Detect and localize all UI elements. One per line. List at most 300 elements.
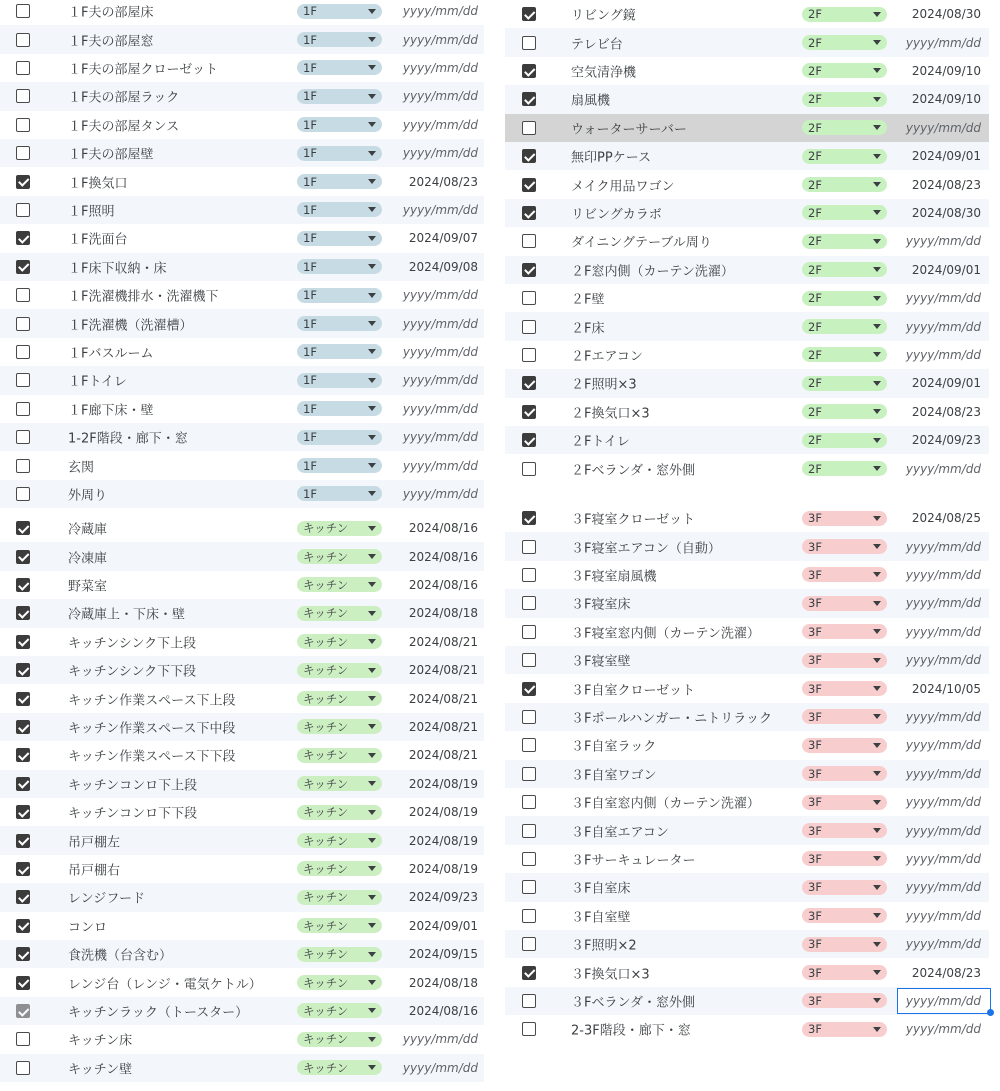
- category-dropdown[interactable]: [802, 291, 887, 306]
- category-dropdown[interactable]: [297, 259, 382, 274]
- date-input[interactable]: 2024/09/07: [408, 231, 478, 246]
- row-checkbox[interactable]: [16, 231, 30, 245]
- date-input[interactable]: yyyy/mm/dd: [402, 316, 478, 331]
- date-input[interactable]: 2024/08/19: [408, 833, 478, 848]
- date-input[interactable]: yyyy/mm/dd: [402, 32, 478, 47]
- date-input[interactable]: 2024/08/23: [408, 174, 478, 189]
- row-checkbox[interactable]: [16, 203, 30, 217]
- category-dropdown[interactable]: [297, 947, 382, 962]
- chevron-down-icon: [368, 639, 376, 644]
- chevron-down-icon: [873, 629, 881, 634]
- item-name: ３Fポールハンガー・ニトリラック: [571, 711, 773, 727]
- date-input[interactable]: yyyy/mm/dd: [905, 120, 981, 135]
- row-checkbox[interactable]: [522, 121, 536, 135]
- category-dropdown[interactable]: [802, 567, 887, 582]
- date-input[interactable]: yyyy/mm/dd: [905, 738, 981, 753]
- table-row: [0, 281, 484, 309]
- date-input[interactable]: yyyy/mm/dd: [402, 1060, 478, 1075]
- date-input[interactable]: 2024/08/21: [408, 663, 478, 678]
- table-row: [0, 571, 484, 599]
- date-input[interactable]: 2024/08/30: [911, 205, 981, 220]
- category-dropdown[interactable]: [297, 691, 382, 706]
- item-name: 2-3F階段・廊下・窓: [571, 1023, 691, 1039]
- date-input[interactable]: yyyy/mm/dd: [402, 4, 478, 19]
- table-row: [0, 514, 484, 542]
- date-input[interactable]: 2024/08/16: [408, 549, 478, 564]
- date-input[interactable]: 2024/09/10: [911, 92, 981, 107]
- date-input[interactable]: yyyy/mm/dd: [905, 993, 981, 1008]
- row-checkbox[interactable]: [16, 862, 30, 876]
- row-checkbox[interactable]: [16, 317, 30, 331]
- row-checkbox[interactable]: [522, 994, 536, 1008]
- date-input[interactable]: yyyy/mm/dd: [402, 146, 478, 161]
- chevron-down-icon: [873, 125, 881, 130]
- row-checkbox[interactable]: [522, 234, 536, 248]
- row-checkbox[interactable]: [16, 720, 30, 734]
- category-dropdown[interactable]: [297, 1060, 382, 1075]
- category-dropdown[interactable]: [297, 521, 382, 536]
- category-dropdown[interactable]: [297, 202, 382, 217]
- date-input[interactable]: 2024/08/21: [408, 719, 478, 734]
- category-label: 1F: [303, 401, 317, 416]
- row-checkbox[interactable]: [16, 692, 30, 706]
- date-input[interactable]: 2024/08/16: [408, 577, 478, 592]
- table-row: [0, 54, 484, 82]
- left-kitchen-section: [0, 514, 484, 1082]
- category-dropdown[interactable]: [297, 1003, 382, 1018]
- category-dropdown[interactable]: [297, 719, 382, 734]
- table-row: [0, 968, 484, 996]
- category-dropdown[interactable]: [802, 596, 887, 611]
- date-input[interactable]: yyyy/mm/dd: [905, 347, 981, 362]
- date-input[interactable]: 2024/09/23: [911, 433, 981, 448]
- row-checkbox[interactable]: [522, 348, 536, 362]
- date-input[interactable]: yyyy/mm/dd: [905, 766, 981, 781]
- category-label: 1F: [303, 32, 317, 47]
- date-input[interactable]: yyyy/mm/dd: [402, 373, 478, 388]
- date-input[interactable]: yyyy/mm/dd: [402, 486, 478, 501]
- date-input[interactable]: yyyy/mm/dd: [402, 458, 478, 473]
- date-input[interactable]: 2024/08/23: [911, 404, 981, 419]
- row-checkbox[interactable]: [522, 36, 536, 50]
- date-input[interactable]: yyyy/mm/dd: [402, 89, 478, 104]
- category-dropdown[interactable]: [297, 288, 382, 303]
- date-input[interactable]: 2024/08/23: [911, 177, 981, 192]
- category-dropdown[interactable]: [297, 748, 382, 763]
- category-dropdown[interactable]: [297, 60, 382, 75]
- date-input[interactable]: yyyy/mm/dd: [905, 461, 981, 476]
- category-dropdown[interactable]: [802, 993, 887, 1008]
- row-checkbox[interactable]: [522, 1022, 536, 1036]
- row-checkbox[interactable]: [16, 288, 30, 302]
- table-row: [0, 855, 484, 883]
- item-name: キッチン床: [68, 1033, 133, 1049]
- date-input[interactable]: yyyy/mm/dd: [905, 880, 981, 895]
- category-dropdown[interactable]: [802, 347, 887, 362]
- row-checkbox[interactable]: [16, 663, 30, 677]
- date-input[interactable]: 2024/09/01: [911, 262, 981, 277]
- date-input[interactable]: yyyy/mm/dd: [402, 288, 478, 303]
- table-row: [0, 25, 484, 53]
- category-dropdown[interactable]: [802, 149, 887, 164]
- category-dropdown[interactable]: [297, 918, 382, 933]
- category-dropdown[interactable]: [802, 262, 887, 277]
- row-checkbox[interactable]: [522, 92, 536, 106]
- row-checkbox[interactable]: [16, 919, 30, 933]
- category-label: 2F: [808, 347, 822, 362]
- row-checkbox[interactable]: [522, 206, 536, 220]
- category-dropdown[interactable]: [802, 319, 887, 334]
- row-checkbox[interactable]: [16, 521, 30, 535]
- category-dropdown[interactable]: [297, 4, 382, 19]
- row-checkbox[interactable]: [16, 748, 30, 762]
- date-input[interactable]: 2024/09/01: [911, 376, 981, 391]
- date-input[interactable]: yyyy/mm/dd: [905, 653, 981, 668]
- category-dropdown[interactable]: [802, 937, 887, 952]
- date-input[interactable]: 2024/09/10: [911, 63, 981, 78]
- row-checkbox[interactable]: [522, 320, 536, 334]
- category-dropdown[interactable]: [297, 634, 382, 649]
- item-name: コンロ: [68, 920, 108, 936]
- date-input[interactable]: 2024/09/15: [408, 947, 478, 962]
- row-checkbox[interactable]: [522, 738, 536, 752]
- category-dropdown[interactable]: [802, 1022, 887, 1037]
- chevron-down-icon: [873, 658, 881, 663]
- category-dropdown[interactable]: [802, 92, 887, 107]
- date-input[interactable]: yyyy/mm/dd: [905, 795, 981, 810]
- date-input[interactable]: 2024/08/19: [408, 776, 478, 791]
- row-checkbox[interactable]: [522, 568, 536, 582]
- row-checkbox[interactable]: [522, 462, 536, 476]
- category-dropdown[interactable]: [297, 89, 382, 104]
- category-label: 2F: [808, 376, 822, 391]
- chevron-down-icon: [873, 68, 881, 73]
- row-checkbox[interactable]: [522, 291, 536, 305]
- category-dropdown[interactable]: [802, 205, 887, 220]
- item-name: ウォーターサーバー: [571, 122, 687, 138]
- category-dropdown[interactable]: [802, 908, 887, 923]
- date-input[interactable]: 2024/08/18: [408, 975, 478, 990]
- chevron-down-icon: [873, 686, 881, 691]
- chevron-down-icon: [873, 544, 881, 549]
- category-dropdown[interactable]: [802, 376, 887, 391]
- row-checkbox[interactable]: [522, 880, 536, 894]
- category-label: 3F: [808, 823, 822, 838]
- category-dropdown[interactable]: [802, 653, 887, 668]
- date-input[interactable]: 2024/09/01: [408, 918, 478, 933]
- category-dropdown[interactable]: [802, 795, 887, 810]
- category-label: 1F: [303, 458, 317, 473]
- table-row: [0, 542, 484, 570]
- category-dropdown[interactable]: [297, 833, 382, 848]
- category-label: 3F: [808, 681, 822, 696]
- row-checkbox[interactable]: [16, 805, 30, 819]
- date-input[interactable]: 2024/08/16: [408, 1003, 478, 1018]
- category-dropdown[interactable]: [297, 401, 382, 416]
- date-input[interactable]: 2024/09/08: [408, 259, 478, 274]
- category-dropdown[interactable]: [297, 430, 382, 445]
- row-checkbox[interactable]: [16, 260, 30, 274]
- row-checkbox[interactable]: [522, 767, 536, 781]
- row-checkbox[interactable]: [522, 511, 536, 525]
- row-checkbox[interactable]: [16, 430, 30, 444]
- chevron-down-icon: [873, 942, 881, 947]
- row-checkbox[interactable]: [16, 61, 30, 75]
- row-checkbox[interactable]: [522, 852, 536, 866]
- category-dropdown[interactable]: [802, 120, 887, 135]
- category-dropdown[interactable]: [297, 32, 382, 47]
- date-input[interactable]: yyyy/mm/dd: [905, 709, 981, 724]
- table-row: [505, 341, 989, 369]
- row-checkbox[interactable]: [16, 578, 30, 592]
- row-checkbox[interactable]: [522, 376, 536, 390]
- date-input[interactable]: 2024/08/19: [408, 861, 478, 876]
- date-input[interactable]: yyyy/mm/dd: [905, 937, 981, 952]
- chevron-down-icon: [368, 980, 376, 985]
- item-name: 食洗機（台含む）: [68, 948, 173, 964]
- category-dropdown[interactable]: [802, 63, 887, 78]
- category-dropdown[interactable]: [297, 117, 382, 132]
- date-input[interactable]: yyyy/mm/dd: [905, 624, 981, 639]
- row-checkbox[interactable]: [522, 625, 536, 639]
- category-dropdown[interactable]: [297, 776, 382, 791]
- category-dropdown[interactable]: [297, 1032, 382, 1047]
- item-name: １F夫の部屋ラック: [68, 90, 180, 106]
- row-checkbox[interactable]: [16, 890, 30, 904]
- chevron-down-icon: [368, 293, 376, 298]
- item-name: ３F寝室クローゼット: [571, 512, 695, 528]
- category-dropdown[interactable]: [297, 975, 382, 990]
- row-checkbox[interactable]: [522, 795, 536, 809]
- category-dropdown[interactable]: [802, 823, 887, 838]
- date-input[interactable]: 2024/08/23: [911, 965, 981, 980]
- category-dropdown[interactable]: [802, 624, 887, 639]
- date-input[interactable]: 2024/08/21: [408, 748, 478, 763]
- category-dropdown[interactable]: [297, 231, 382, 246]
- date-input[interactable]: 2024/09/23: [408, 890, 478, 905]
- row-checkbox[interactable]: [522, 178, 536, 192]
- category-dropdown[interactable]: [297, 373, 382, 388]
- category-dropdown[interactable]: [297, 146, 382, 161]
- category-label: 3F: [808, 908, 822, 923]
- row-checkbox[interactable]: [522, 596, 536, 610]
- category-dropdown[interactable]: [802, 234, 887, 249]
- row-checkbox[interactable]: [16, 373, 30, 387]
- category-dropdown[interactable]: [802, 709, 887, 724]
- date-input[interactable]: 2024/08/21: [408, 691, 478, 706]
- date-input[interactable]: yyyy/mm/dd: [905, 291, 981, 306]
- chevron-down-icon: [368, 923, 376, 928]
- chevron-down-icon: [873, 409, 881, 414]
- category-label: 2F: [808, 92, 822, 107]
- table-row: [505, 369, 989, 397]
- category-dropdown[interactable]: [297, 606, 382, 621]
- category-dropdown[interactable]: [802, 7, 887, 22]
- row-checkbox[interactable]: [16, 118, 30, 132]
- table-row: [0, 139, 484, 167]
- category-label: 2F: [808, 234, 822, 249]
- table-row: [505, 646, 989, 674]
- category-dropdown[interactable]: [802, 177, 887, 192]
- category-dropdown[interactable]: [802, 35, 887, 50]
- category-label: 1F: [303, 202, 317, 217]
- category-dropdown[interactable]: [297, 174, 382, 189]
- row-checkbox[interactable]: [522, 710, 536, 724]
- item-name: ２F窓内側（カーテン洗濯）: [571, 264, 734, 280]
- table-row: [0, 940, 484, 968]
- row-checkbox[interactable]: [16, 1032, 30, 1046]
- row-checkbox[interactable]: [522, 149, 536, 163]
- date-input[interactable]: yyyy/mm/dd: [905, 596, 981, 611]
- date-input[interactable]: yyyy/mm/dd: [402, 117, 478, 132]
- date-input[interactable]: yyyy/mm/dd: [905, 35, 981, 50]
- row-checkbox[interactable]: [16, 33, 30, 47]
- table-row: [505, 987, 989, 1015]
- row-checkbox[interactable]: [16, 777, 30, 791]
- chevron-down-icon: [368, 895, 376, 900]
- row-checkbox[interactable]: [16, 635, 30, 649]
- item-name: レンジ台（レンジ・電気ケトル）: [68, 977, 262, 993]
- date-input[interactable]: yyyy/mm/dd: [905, 823, 981, 838]
- table-row: [0, 196, 484, 224]
- table-row: [0, 338, 484, 366]
- date-input[interactable]: yyyy/mm/dd: [402, 202, 478, 217]
- date-input[interactable]: yyyy/mm/dd: [402, 60, 478, 75]
- item-name: １F夫の部屋タンス: [68, 119, 180, 135]
- row-checkbox[interactable]: [522, 540, 536, 554]
- category-dropdown[interactable]: [802, 539, 887, 554]
- category-label: 1F: [303, 344, 317, 359]
- table-row: [0, 451, 484, 479]
- item-name: 無印PPケース: [571, 150, 652, 166]
- category-dropdown[interactable]: [297, 549, 382, 564]
- date-input[interactable]: yyyy/mm/dd: [905, 908, 981, 923]
- row-checkbox[interactable]: [16, 4, 30, 18]
- item-name: 外周り: [68, 488, 108, 504]
- row-checkbox[interactable]: [522, 433, 536, 447]
- chevron-down-icon: [368, 378, 376, 383]
- date-input[interactable]: yyyy/mm/dd: [905, 539, 981, 554]
- row-checkbox[interactable]: [16, 976, 30, 990]
- category-dropdown[interactable]: [297, 805, 382, 820]
- category-dropdown[interactable]: [802, 965, 887, 980]
- item-name: ３Fサーキュレーター: [571, 853, 696, 869]
- category-dropdown[interactable]: [802, 880, 887, 895]
- category-dropdown[interactable]: [802, 681, 887, 696]
- category-label: キッチン: [303, 947, 349, 962]
- category-dropdown[interactable]: [802, 433, 887, 448]
- table-row: [505, 1015, 989, 1043]
- date-input[interactable]: yyyy/mm/dd: [402, 401, 478, 416]
- item-name: キッチンシンク下下段: [68, 664, 197, 680]
- category-dropdown[interactable]: [297, 458, 382, 473]
- row-checkbox[interactable]: [522, 682, 536, 696]
- date-input[interactable]: 2024/08/18: [408, 606, 478, 621]
- item-name: ２Fエアコン: [571, 349, 643, 365]
- item-name: 吊戸棚右: [68, 863, 121, 879]
- table-row: [505, 731, 989, 759]
- category-dropdown[interactable]: [802, 461, 887, 476]
- category-dropdown[interactable]: [802, 851, 887, 866]
- row-checkbox[interactable]: [16, 146, 30, 160]
- category-dropdown[interactable]: [802, 404, 887, 419]
- row-checkbox[interactable]: [16, 402, 30, 416]
- item-name: リビングカラボ: [571, 207, 662, 223]
- chevron-down-icon: [873, 182, 881, 187]
- chevron-down-icon: [873, 885, 881, 890]
- date-input[interactable]: 2024/09/01: [911, 149, 981, 164]
- chevron-down-icon: [368, 1065, 376, 1070]
- date-input[interactable]: yyyy/mm/dd: [402, 344, 478, 359]
- date-input[interactable]: yyyy/mm/dd: [905, 567, 981, 582]
- row-checkbox[interactable]: [522, 405, 536, 419]
- category-dropdown[interactable]: [297, 663, 382, 678]
- item-name: ３F自室クローゼット: [571, 683, 695, 699]
- category-dropdown[interactable]: [802, 766, 887, 781]
- row-checkbox[interactable]: [522, 64, 536, 78]
- chevron-down-icon: [368, 866, 376, 871]
- row-checkbox[interactable]: [522, 909, 536, 923]
- row-checkbox[interactable]: [16, 345, 30, 359]
- date-input[interactable]: yyyy/mm/dd: [402, 1032, 478, 1047]
- chevron-down-icon: [873, 856, 881, 861]
- category-dropdown[interactable]: [802, 511, 887, 526]
- row-checkbox[interactable]: [16, 459, 30, 473]
- date-input[interactable]: 2024/10/05: [911, 681, 981, 696]
- category-label: 1F: [303, 373, 317, 388]
- row-checkbox[interactable]: [16, 834, 30, 848]
- date-input[interactable]: 2024/08/16: [408, 521, 478, 536]
- date-input[interactable]: yyyy/mm/dd: [905, 319, 981, 334]
- category-dropdown[interactable]: [297, 861, 382, 876]
- row-checkbox[interactable]: [522, 937, 536, 951]
- date-input[interactable]: 2024/08/19: [408, 805, 478, 820]
- date-input[interactable]: yyyy/mm/dd: [905, 1022, 981, 1037]
- category-label: 1F: [303, 89, 317, 104]
- row-checkbox[interactable]: [16, 89, 30, 103]
- category-dropdown[interactable]: [297, 316, 382, 331]
- row-checkbox[interactable]: [522, 7, 536, 21]
- row-checkbox[interactable]: [522, 824, 536, 838]
- category-dropdown[interactable]: [297, 890, 382, 905]
- row-checkbox[interactable]: [16, 1004, 30, 1018]
- row-checkbox[interactable]: [522, 263, 536, 277]
- category-dropdown[interactable]: [297, 344, 382, 359]
- date-input[interactable]: 2024/08/21: [408, 634, 478, 649]
- row-checkbox[interactable]: [16, 1061, 30, 1075]
- row-checkbox[interactable]: [16, 550, 30, 564]
- row-checkbox[interactable]: [16, 487, 30, 501]
- chevron-down-icon: [873, 324, 881, 329]
- category-dropdown[interactable]: [297, 486, 382, 501]
- date-input[interactable]: yyyy/mm/dd: [402, 430, 478, 445]
- row-checkbox[interactable]: [522, 653, 536, 667]
- table-row: [505, 199, 989, 227]
- date-input[interactable]: 2024/08/25: [911, 511, 981, 526]
- category-dropdown[interactable]: [802, 738, 887, 753]
- row-checkbox[interactable]: [16, 175, 30, 189]
- date-input[interactable]: yyyy/mm/dd: [905, 234, 981, 249]
- chevron-down-icon: [368, 349, 376, 354]
- row-checkbox[interactable]: [16, 606, 30, 620]
- category-label: キッチン: [303, 1032, 349, 1047]
- row-checkbox[interactable]: [522, 966, 536, 980]
- row-checkbox[interactable]: [16, 947, 30, 961]
- category-dropdown[interactable]: [297, 577, 382, 592]
- category-label: キッチン: [303, 918, 349, 933]
- date-input[interactable]: 2024/08/30: [911, 7, 981, 22]
- date-input[interactable]: yyyy/mm/dd: [905, 851, 981, 866]
